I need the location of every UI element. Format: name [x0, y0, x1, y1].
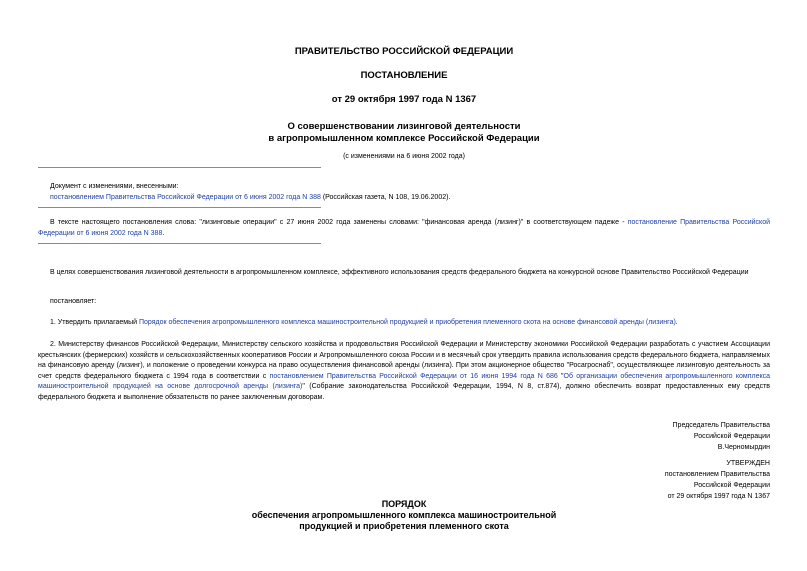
term-replacement-note [38, 218, 770, 239]
resolution-686-link[interactable]: постановлением Правительства Российской Федерации от 16 июня 1994 года N 686 [269, 372, 558, 380]
changes-source: (Российская газета, N 108, 19.06.2002). [320, 194, 451, 201]
amendment-date: (с изменениями на 6 июня 2002 года) [343, 153, 465, 160]
approved-label: УТВЕРЖДЕН [726, 460, 770, 467]
item-2-text-c: " (Собрание законодательства Российской Федерации, 1994, N 8, ст.874), должно обеспечить возврат предоставленных ему средств федерального бюджета и выполнение обязательств по ранее заключенным договорам. [38, 383, 771, 401]
item-2 [38, 340, 770, 403]
item-1 [38, 318, 770, 329]
item-2-text-a: 2. Министерству финансов Российской Федерации, Министерству сельского хозяйства и продовольствия Российской Федерации и Министерству экономики Российской Федерации разработать с участием Ассоциации крестьянских (фермерских) хозяйств и сельскохозяйственных кооперативов России и Агропромышленного союза России и в месячный срок утвердить правила использования средств федерального бюджета, направляемых на финансовую аренду (лизинг), и положение о проведении конкурса на право осуществления финансовой аренды (лизинга). При этом акционерное общество "Росагроснаб", осуществляющее лизинговую деятельность за счет средств федерального бюджета с 1994 года в соответствии с [38, 341, 770, 380]
resolution-686-title-link[interactable]: Об организации обеспечения агропромышленного комплекса машиностроительной продукцией на основе долгосрочной аренды (лизинга) [38, 372, 771, 390]
note-text: В тексте настоящего постановления слова: "лизинговые операции" с 27 июня 2002 года заменены словами: "финансовая аренда (лизинг)" в соответствующем падеже - [50, 219, 628, 226]
order-link[interactable]: Порядок обеспечения агропромышленного комплекса машиностроительной продукцией и приобретения племенного скота на основе финансовой аренды (лизинга) [138, 319, 676, 326]
signature-name: В.Черномырдин [717, 444, 770, 451]
order-title: ПОРЯДОК [381, 499, 427, 509]
item-1-end: . [675, 319, 678, 326]
decree-word: постановляет: [50, 298, 97, 305]
approved-date: от 29 октября 1997 года N 1367 [667, 493, 770, 500]
signature-position: Председатель Правительства [672, 422, 770, 429]
doc-type-heading: ПОСТАНОВЛЕНИЕ [360, 70, 448, 81]
preamble-paragraph: В целях совершенствования лизинговой деятельности в агропромышленном комплексе, эффективного использования средств федерального бюджета на конкурсной основе Правительство Российской Федерации [50, 269, 749, 276]
changes-ref [50, 192, 770, 203]
doc-title-line1: О совершенствовании лизинговой деятельности [287, 121, 521, 132]
approval-block [665, 458, 770, 502]
changes-link[interactable]: постановлением Правительства Российской Федерации от 6 июня 2002 года N 388 [50, 194, 321, 201]
order-subtitle-line1: обеспечения агропромышленного комплекса машиностроительной [251, 510, 557, 520]
divider [38, 167, 321, 168]
divider [38, 243, 321, 244]
note-end: . [162, 229, 165, 237]
approved-by: постановлением Правительства [664, 471, 770, 478]
item-2-text-b: " [557, 372, 564, 380]
note-link[interactable]: постановление Правительства Российской Федерации от 6 июня 2002 года N 388 [38, 219, 770, 237]
item-1-text: 1. Утвердить прилагаемый [50, 319, 139, 326]
signature-country: Российской Федерации [693, 433, 770, 440]
org-heading: ПРАВИТЕЛЬСТВО РОССИЙСКОЙ ФЕДЕРАЦИИ [294, 46, 514, 57]
doc-title-line2: в агропромышленном комплексе Российской Федерации [268, 133, 540, 144]
doc-date: от 29 октября 1997 года N 1367 [331, 94, 477, 105]
approved-country: Российской Федерации [693, 482, 770, 489]
signature-block [673, 420, 770, 453]
changes-intro: Документ с изменениями, внесенными: [50, 183, 179, 190]
divider [38, 207, 321, 208]
order-subtitle-line2: продукцией и приобретения племенного скота [299, 521, 509, 531]
